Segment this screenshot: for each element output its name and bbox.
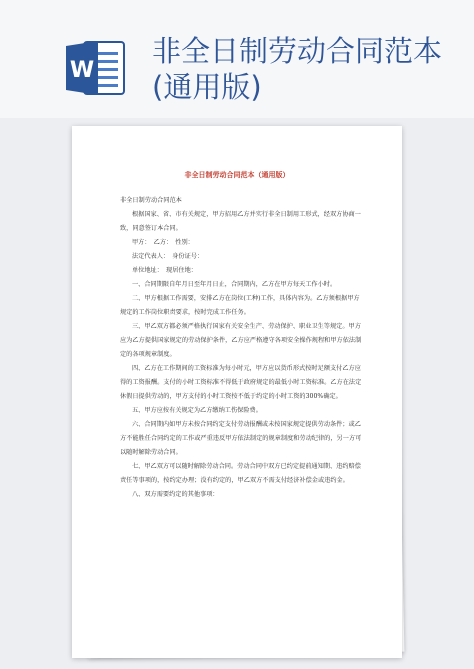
doc-paragraph: 八、双方需要约定的其他事项：: [132, 491, 219, 498]
page-title: [152, 33, 442, 105]
doc-paragraph: 三、甲乙双方都必须严格执行国家有关安全生产、劳动保护、职业卫生等规定。甲方应为乙方提供国家规定的劳动保护条件，乙方应严格遵守各项安全操作规程和甲方依法制定的各项规章制度。: [120, 323, 362, 358]
header-banner: [0, 0, 474, 118]
doc-paragraph: 甲方： 乙方： 性别：: [132, 239, 194, 246]
doc-paragraph: 非全日制劳动合同范本: [120, 197, 182, 204]
page-title-line1: 非全日制劳动合同范本: [152, 34, 443, 68]
document-page: [72, 126, 402, 658]
doc-paragraph: 四、乙方在工作期间的工资标准为每小时元，甲方应以货币形式按时足额支付乙方应得的工资报酬。支付的小时工资标准不得低于政府规定的最低小时工资标准。乙方在法定休假日提供劳动的，甲方支付的小时工资按不低于约定的小时工资的300%确定。: [120, 365, 362, 400]
doc-paragraph: 法定代表人： 身份证号：: [132, 253, 204, 260]
page-title-line2: (通用版): [152, 70, 262, 104]
doc-paragraph: 六、合同期内如甲方未按合同约定支付劳动报酬或未按国家规定提供劳动条件；或乙方不能胜任合同约定的工作或严重违反甲方依法制定的规章制度和劳动纪律的，另一方可以随时解除劳动合同。: [120, 421, 362, 456]
document-heading: 非全日制劳动合同范本（通用版）: [184, 170, 290, 179]
doc-paragraph: 单位地址： 现居住地：: [132, 267, 197, 274]
doc-paragraph: 二、甲方根据工作需要，安排乙方在岗位(工种)工作，具体内容为。乙方须根据甲方规定的工作岗位职责要求，按时完成工作任务。: [120, 295, 360, 316]
word-icon: [64, 40, 126, 96]
doc-paragraph: 根据国家、省、市有关规定，甲方招用乙方并实行非全日制用工形式，经双方协商一致，同意签订本合同。: [120, 211, 361, 232]
document-body: [120, 194, 363, 502]
word-icon-letter: W: [69, 58, 95, 83]
doc-paragraph: 七、甲乙双方可以随时解除劳动合同。劳动合同中双方已约定提前通知期、违约赔偿责任等事项的，按约定办理；没有约定的，甲乙双方不需支付经济补偿金或违约金。: [120, 463, 361, 484]
doc-paragraph: 五、甲方应按有关规定为乙方缴纳工伤保险费。: [132, 407, 262, 414]
doc-paragraph: 一、合同期限自年月日至年月日止，合同期内，乙方在甲方每天工作小时。: [132, 281, 337, 288]
